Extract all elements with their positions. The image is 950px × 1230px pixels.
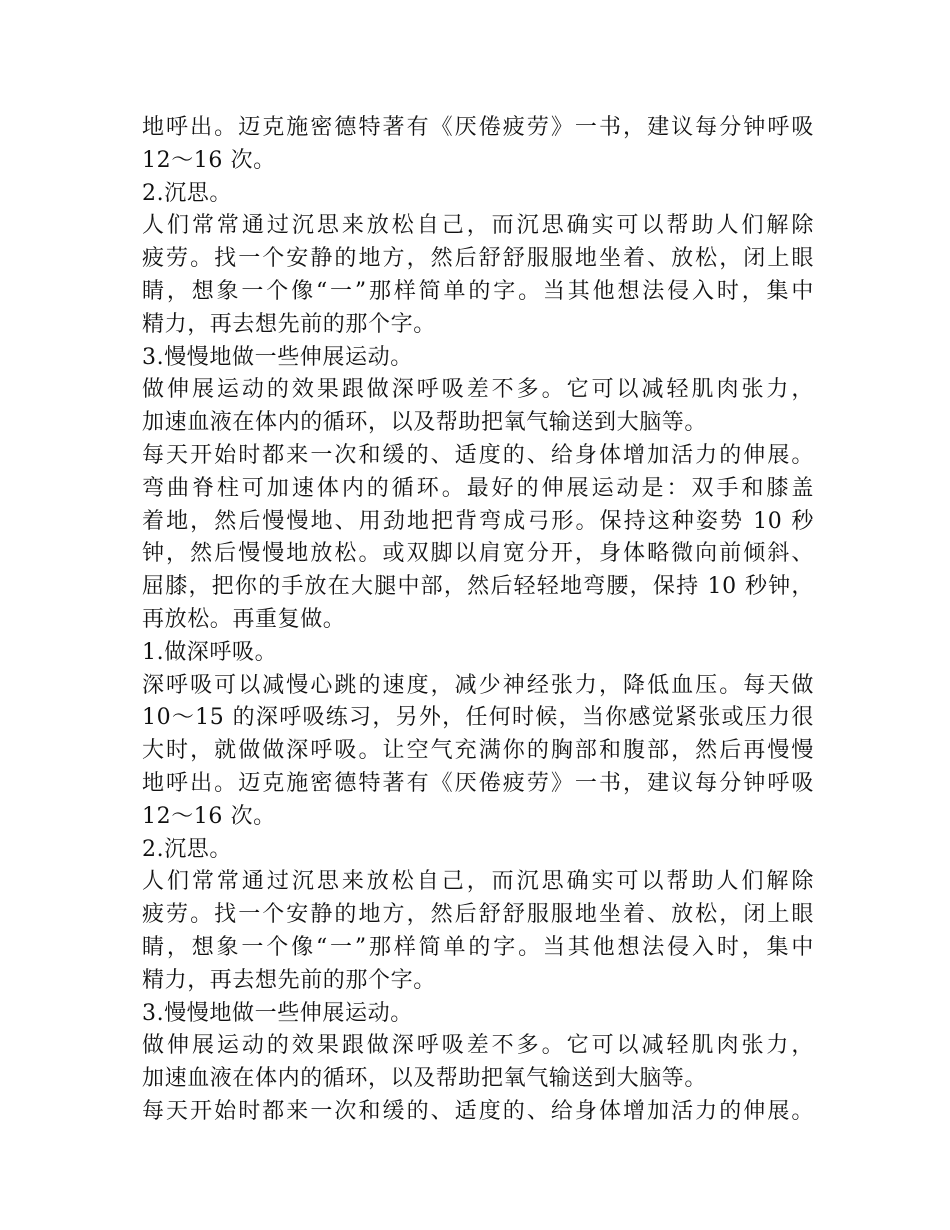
text-line: 钟，然后慢慢地放松。或双脚以肩宽分开，身体略微向前倾斜、 (142, 541, 814, 567)
text-line: 精力，再去想先前的那个字。 (142, 967, 436, 993)
text-line: 12～16 次。 (142, 803, 276, 829)
text-line: 人们常常通过沉思来放松自己，而沉思确实可以帮助人们解除 (142, 213, 814, 239)
text-line: 深呼吸可以减慢心跳的速度，减少神经张力，降低血压。每天做 (142, 672, 814, 698)
text-line: 加速血液在体内的循环，以及帮助把氧气输送到大脑等。 (142, 1066, 708, 1092)
text-line: 每天开始时都来一次和缓的、适度的、给身体增加活力的伸展。 (142, 1098, 814, 1124)
section-heading: 1.做深呼吸。 (142, 639, 278, 665)
text-line: 疲劳。找一个安静的地方，然后舒舒服服地坐着、放松，闭上眼 (142, 902, 814, 928)
text-line: 人们常常通过沉思来放松自己，而沉思确实可以帮助人们解除 (142, 869, 814, 895)
text-line: 地呼出。迈克施密德特著有《厌倦疲劳》一书，建议每分钟呼吸 (142, 115, 814, 140)
text-line: 10～15 的深呼吸练习，另外，任何时候，当你感觉紧张或压力很 (142, 705, 814, 731)
text-line: 做伸展运动的效果跟做深呼吸差不多。它可以减轻肌肉张力， (142, 377, 814, 403)
section-heading: 2.沉思。 (142, 836, 232, 862)
text-line: 做伸展运动的效果跟做深呼吸差不多。它可以减轻肌肉张力， (142, 1033, 814, 1059)
text-line: 着地，然后慢慢地、用劲地把背弯成弓形。保持这种姿势 10 秒 (142, 508, 814, 534)
text-line: 每天开始时都来一次和缓的、适度的、给身体增加活力的伸展。 (142, 442, 814, 468)
section-heading: 3.慢慢地做一些伸展运动。 (142, 344, 413, 370)
text-line: 12～16 次。 (142, 147, 276, 173)
text-line: 地呼出。迈克施密德特著有《厌倦疲劳》一书，建议每分钟呼吸 (142, 770, 814, 796)
text-line: 睛，想象一个像“一”那样简单的字。当其他想法侵入时，集中 (142, 278, 814, 304)
document-body (142, 112, 814, 1129)
text-line: 屈膝，把你的手放在大腿中部，然后轻轻地弯腰，保持 10 秒钟， (142, 574, 814, 600)
section-heading: 3.慢慢地做一些伸展运动。 (142, 1000, 413, 1026)
text-line: 精力，再去想先前的那个字。 (142, 311, 436, 337)
text-line: 疲劳。找一个安静的地方，然后舒舒服服地坐着、放松，闭上眼 (142, 246, 814, 272)
text-line: 加速血液在体内的循环，以及帮助把氧气输送到大脑等。 (142, 410, 708, 436)
text-line: 大时，就做做深呼吸。让空气充满你的胸部和腹部，然后再慢慢 (142, 738, 814, 764)
section-heading: 2.沉思。 (142, 180, 232, 206)
text-line: 弯曲脊柱可加速体内的循环。最好的伸展运动是：双手和膝盖 (142, 475, 814, 501)
text-line: 睛，想象一个像“一”那样简单的字。当其他想法侵入时，集中 (142, 934, 814, 960)
text-line: 再放松。再重复做。 (142, 606, 346, 632)
